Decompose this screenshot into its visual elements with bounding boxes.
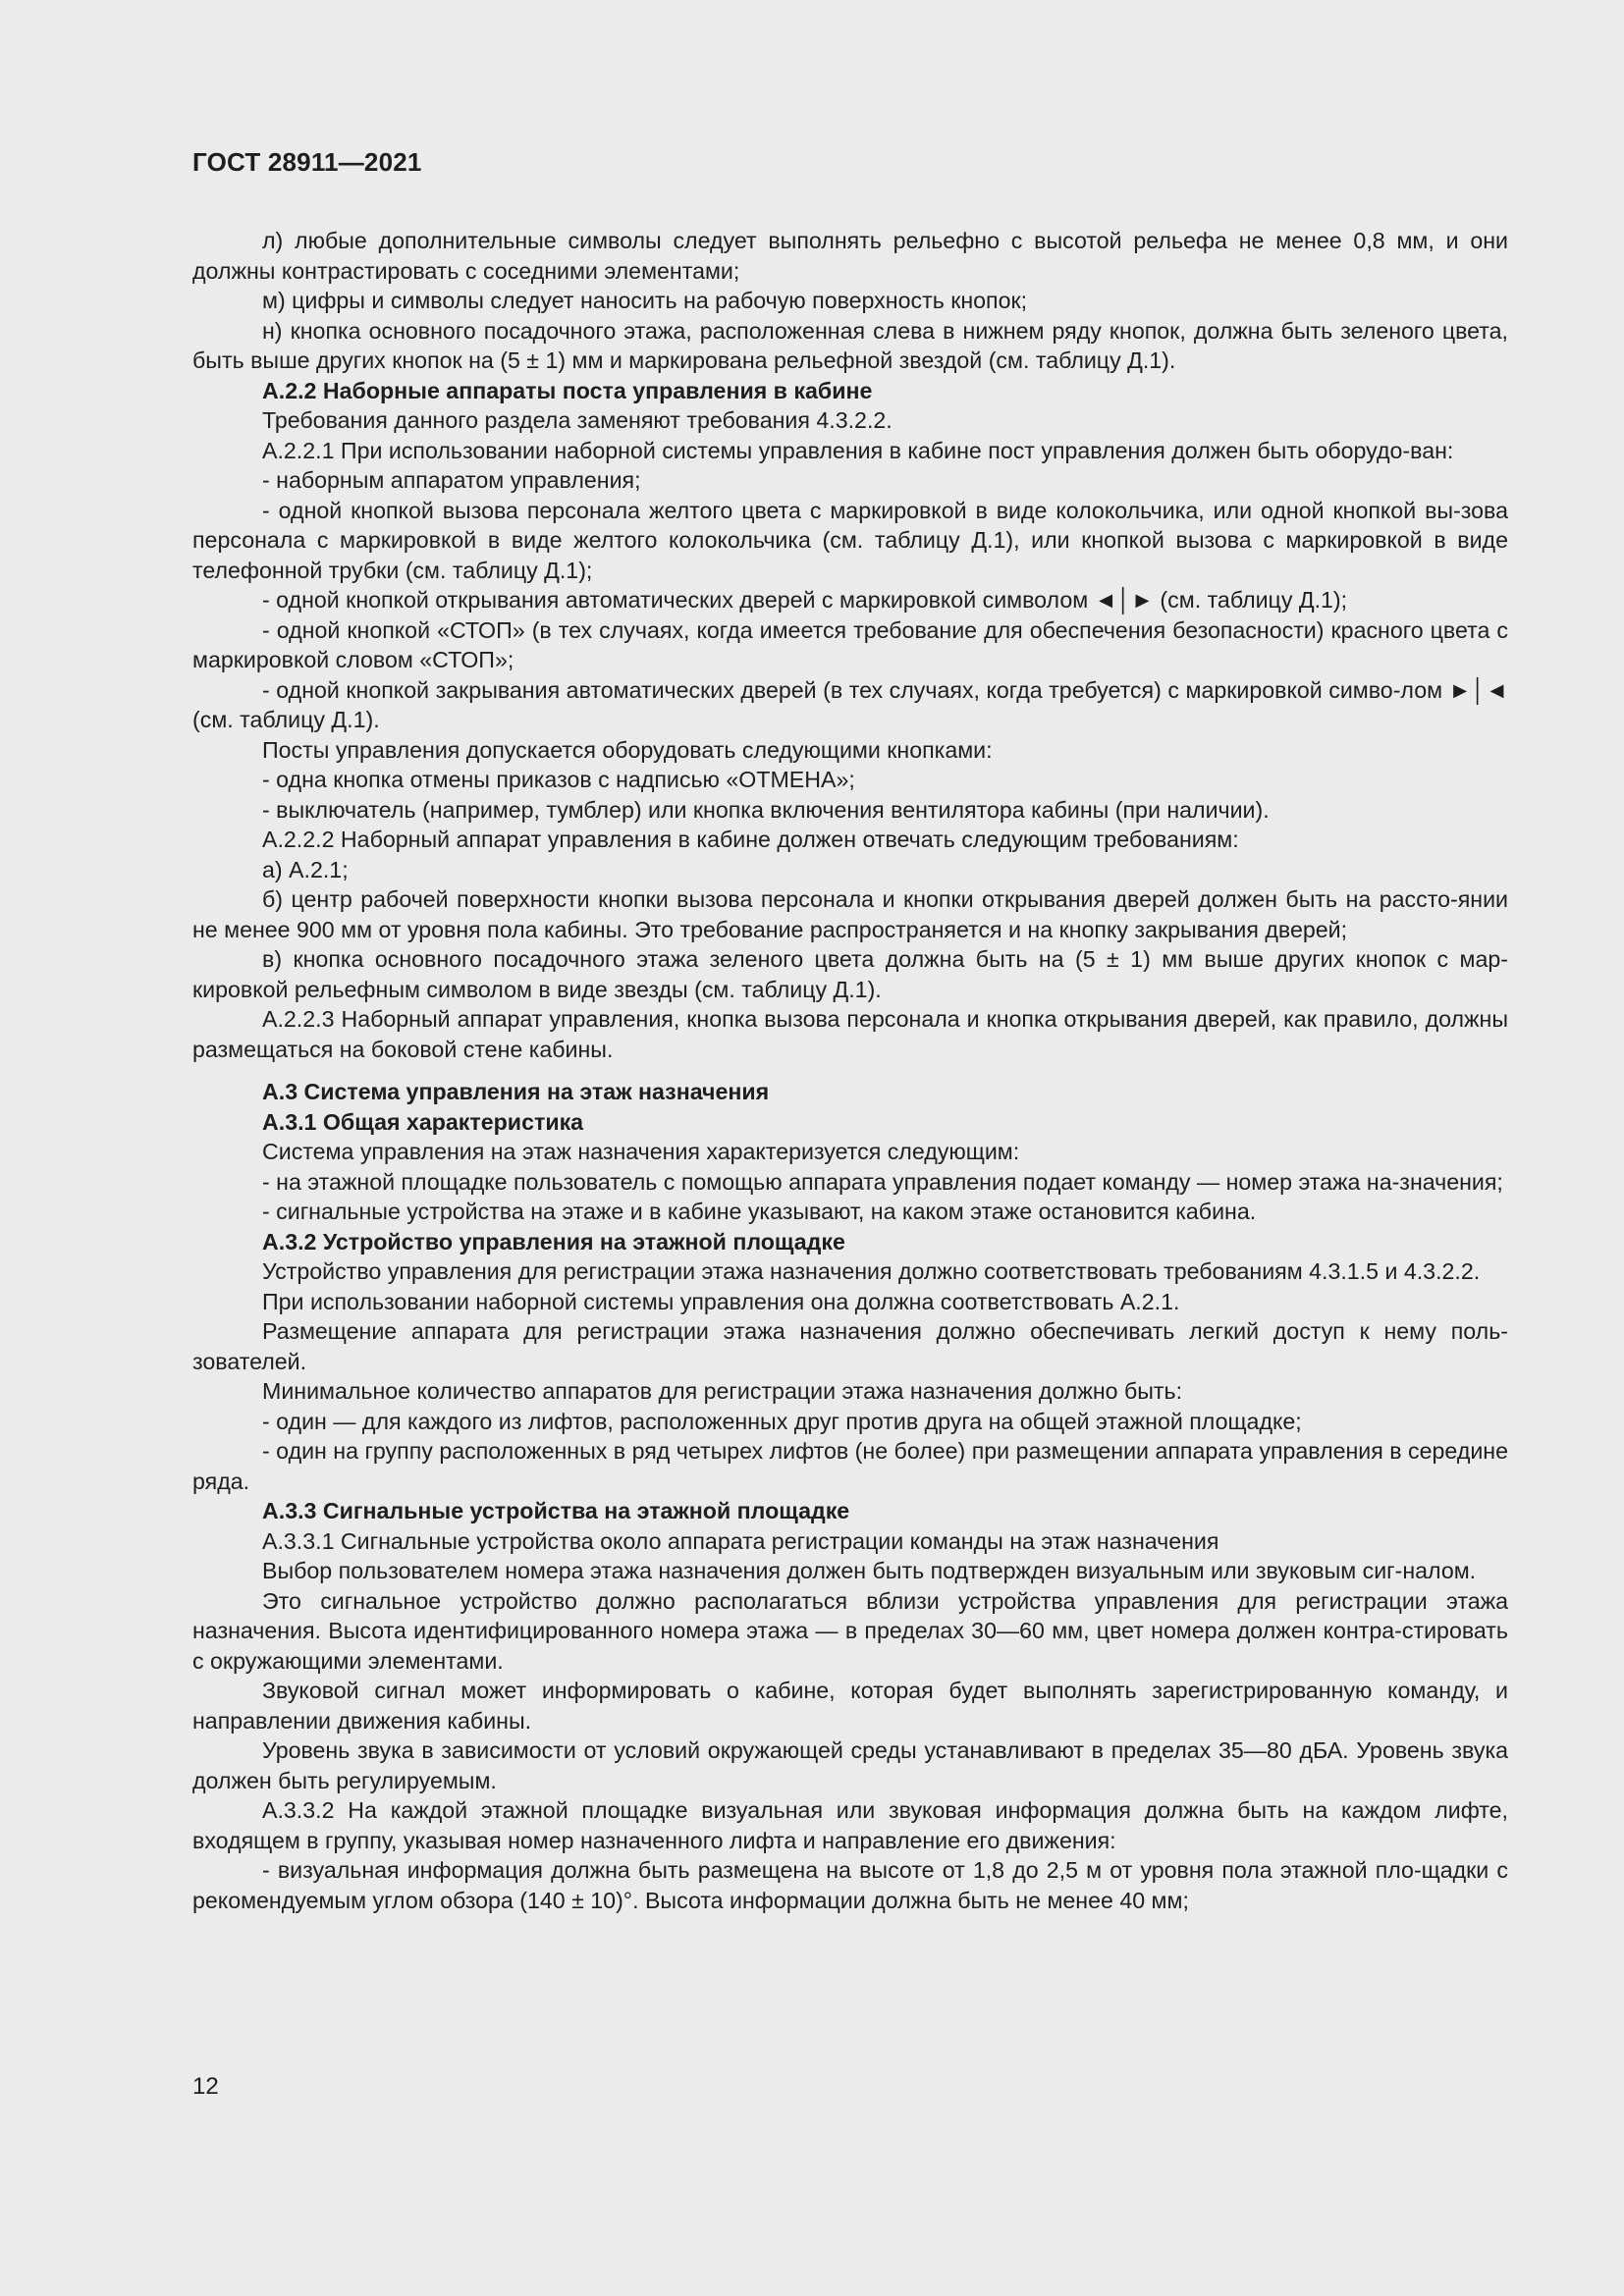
document-body (192, 226, 1508, 1915)
list-item: в) кнопка основного посадочного этажа зеленого цвета должна быть на (5 ± 1) мм выше других кнопок с мар-кировкой рельефным символом в виде звезды (см. таблицу Д.1). (192, 946, 1508, 1002)
paragraph: А.2.2.1 При использовании наборной системы управления в кабине пост управления должен быть оборудо-ван: (262, 437, 1454, 463)
list-item: а) А.2.1; (262, 856, 349, 882)
list-item: - один на группу расположенных в ряд четырех лифтов (не более) при размещении аппарата управления в середине ряда. (192, 1438, 1508, 1494)
list-item: - одной кнопкой закрывания автоматических дверей (в тех случаях, когда требуется) с маркировкой симво-лом ►│◄ (см. таблицу Д.1). (192, 676, 1508, 732)
paragraph: При использовании наборной системы управления она должна соответствовать А.2.1. (262, 1288, 1180, 1314)
list-item: - одна кнопка отмены приказов с надписью «ОТМЕНА»; (262, 767, 855, 792)
paragraph: н) кнопка основного посадочного этажа, расположенная слева в нижнем ряду кнопок, должна быть зеленого цвета, быть выше других кнопок на (5 ± 1) мм и маркирована рельефной звездой (см. таблицу Д.1). (192, 317, 1508, 373)
page-number: 12 (192, 2073, 219, 2100)
paragraph: Система управления на этаж назначения характеризуется следующим: (262, 1139, 1020, 1164)
list-item: - визуальная информация должна быть размещена на высоте от 1,8 до 2,5 м от уровня пола этажной пло-щадки с рекомендуемым углом обзора (140 ± 10)°. Высота информации должна быть не менее 40 мм; (192, 1857, 1508, 1913)
paragraph: А.3.3.1 Сигнальные устройства около аппарата регистрации команды на этаж назначения (262, 1527, 1219, 1554)
paragraph: Устройство управления для регистрации этажа назначения должно соответствовать требованиям 4.3.1.5 и 4.3.2.2. (262, 1258, 1481, 1284)
subsection-heading: А.3.1 Общая характеристика (262, 1108, 584, 1135)
list-item: - одной кнопкой вызова персонала желтого цвета с маркировкой в виде колокольчика, или одной кнопкой вы-зова персонала с маркировкой в виде желтого колокольчика (см. таблицу Д.1), или кнопкой вызова с маркировкой в виде телефонной трубки (см. таблицу Д.1); (192, 497, 1508, 583)
paragraph: Это сигнальное устройство должно располагаться вблизи устройства управления для регистрации этажа назначения. Высота идентифицированного номера этажа — в пределах 30—60 мм, цвет номера должен контра-стировать с окружающими элементами. (192, 1587, 1508, 1674)
section-heading: А.2.2 Наборные аппараты поста управления в кабине (262, 377, 873, 403)
list-item: - одной кнопкой «СТОП» (в тех случаях, когда имеется требование для обеспечения безопасности) красного цвета с маркировкой словом «СТОП»; (192, 616, 1508, 672)
document-header: ГОСТ 28911—2021 (192, 147, 422, 177)
paragraph: Размещение аппарата для регистрации этажа назначения должно обеспечивать легкий доступ к нему поль-зователей. (192, 1318, 1508, 1374)
list-item: - одной кнопкой открывания автоматических дверей с маркировкой символом ◄│► (см. таблицу Д.1); (262, 587, 1348, 613)
paragraph: м) цифры и символы следует наносить на рабочую поверхность кнопок; (262, 288, 1028, 313)
paragraph: А.2.2.3 Наборный аппарат управления, кнопка вызова персонала и кнопка открывания дверей, как правило, должны размещаться на боковой стене кабины. (192, 1006, 1508, 1062)
list-item: - сигнальные устройства на этаже и в кабине указывают, на каком этаже остановится кабина. (262, 1199, 1257, 1224)
paragraph: Выбор пользователем номера этажа назначения должен быть подтвержден визуальным или звуковым сиг-налом. (262, 1558, 1477, 1583)
paragraph: Требования данного раздела заменяют требования 4.3.2.2. (262, 407, 893, 433)
list-item: - на этажной площадке пользователь с помощью аппарата управления подает команду — номер этажа на-значения; (262, 1168, 1503, 1195)
subsection-heading: А.3.3 Сигнальные устройства на этажной площадке (262, 1498, 850, 1523)
section-heading: А.3 Система управления на этаж назначения (262, 1079, 770, 1104)
list-item: - выключатель (например, тумблер) или кнопка включения вентилятора кабины (при наличии). (262, 796, 1270, 823)
paragraph: Звуковой сигнал может информировать о кабине, которая будет выполнять зарегистрированную команду, и направлении движения кабины. (192, 1678, 1508, 1734)
paragraph: Посты управления допускается оборудовать следующими кнопками: (262, 736, 993, 763)
subsection-heading: А.3.2 Устройство управления на этажной площадке (262, 1228, 845, 1255)
list-item: - наборным аппаратом управления; (262, 467, 641, 493)
list-item: - один — для каждого из лифтов, расположенных друг против друга на общей этажной площадке; (262, 1408, 1302, 1434)
paragraph: л) любые дополнительные символы следует выполнять рельефно с высотой рельефа не менее 0,8 мм, и они должны контрастировать с соседними элементами; (192, 228, 1508, 284)
paragraph: Уровень звука в зависимости от условий окружающей среды устанавливают в пределах 35—80 дБА. Уровень звука должен быть регулируемым. (192, 1737, 1508, 1793)
paragraph: А.3.3.2 На каждой этажной площадке визуальная или звуковая информация должна быть на каждом лифте, входящем в группу, указывая номер назначенного лифта и направление его движения: (192, 1797, 1508, 1853)
list-item: б) центр рабочей поверхности кнопки вызова персонала и кнопки открывания дверей должен быть на рассто-янии не менее 900 мм от уровня пола кабины. Это требование распространяется и на кнопку закрывания дверей; (192, 886, 1508, 942)
paragraph: А.2.2.2 Наборный аппарат управления в кабине должен отвечать следующим требованиям: (262, 827, 1239, 852)
paragraph: Минимальное количество аппаратов для регистрации этажа назначения должно быть: (262, 1378, 1183, 1404)
